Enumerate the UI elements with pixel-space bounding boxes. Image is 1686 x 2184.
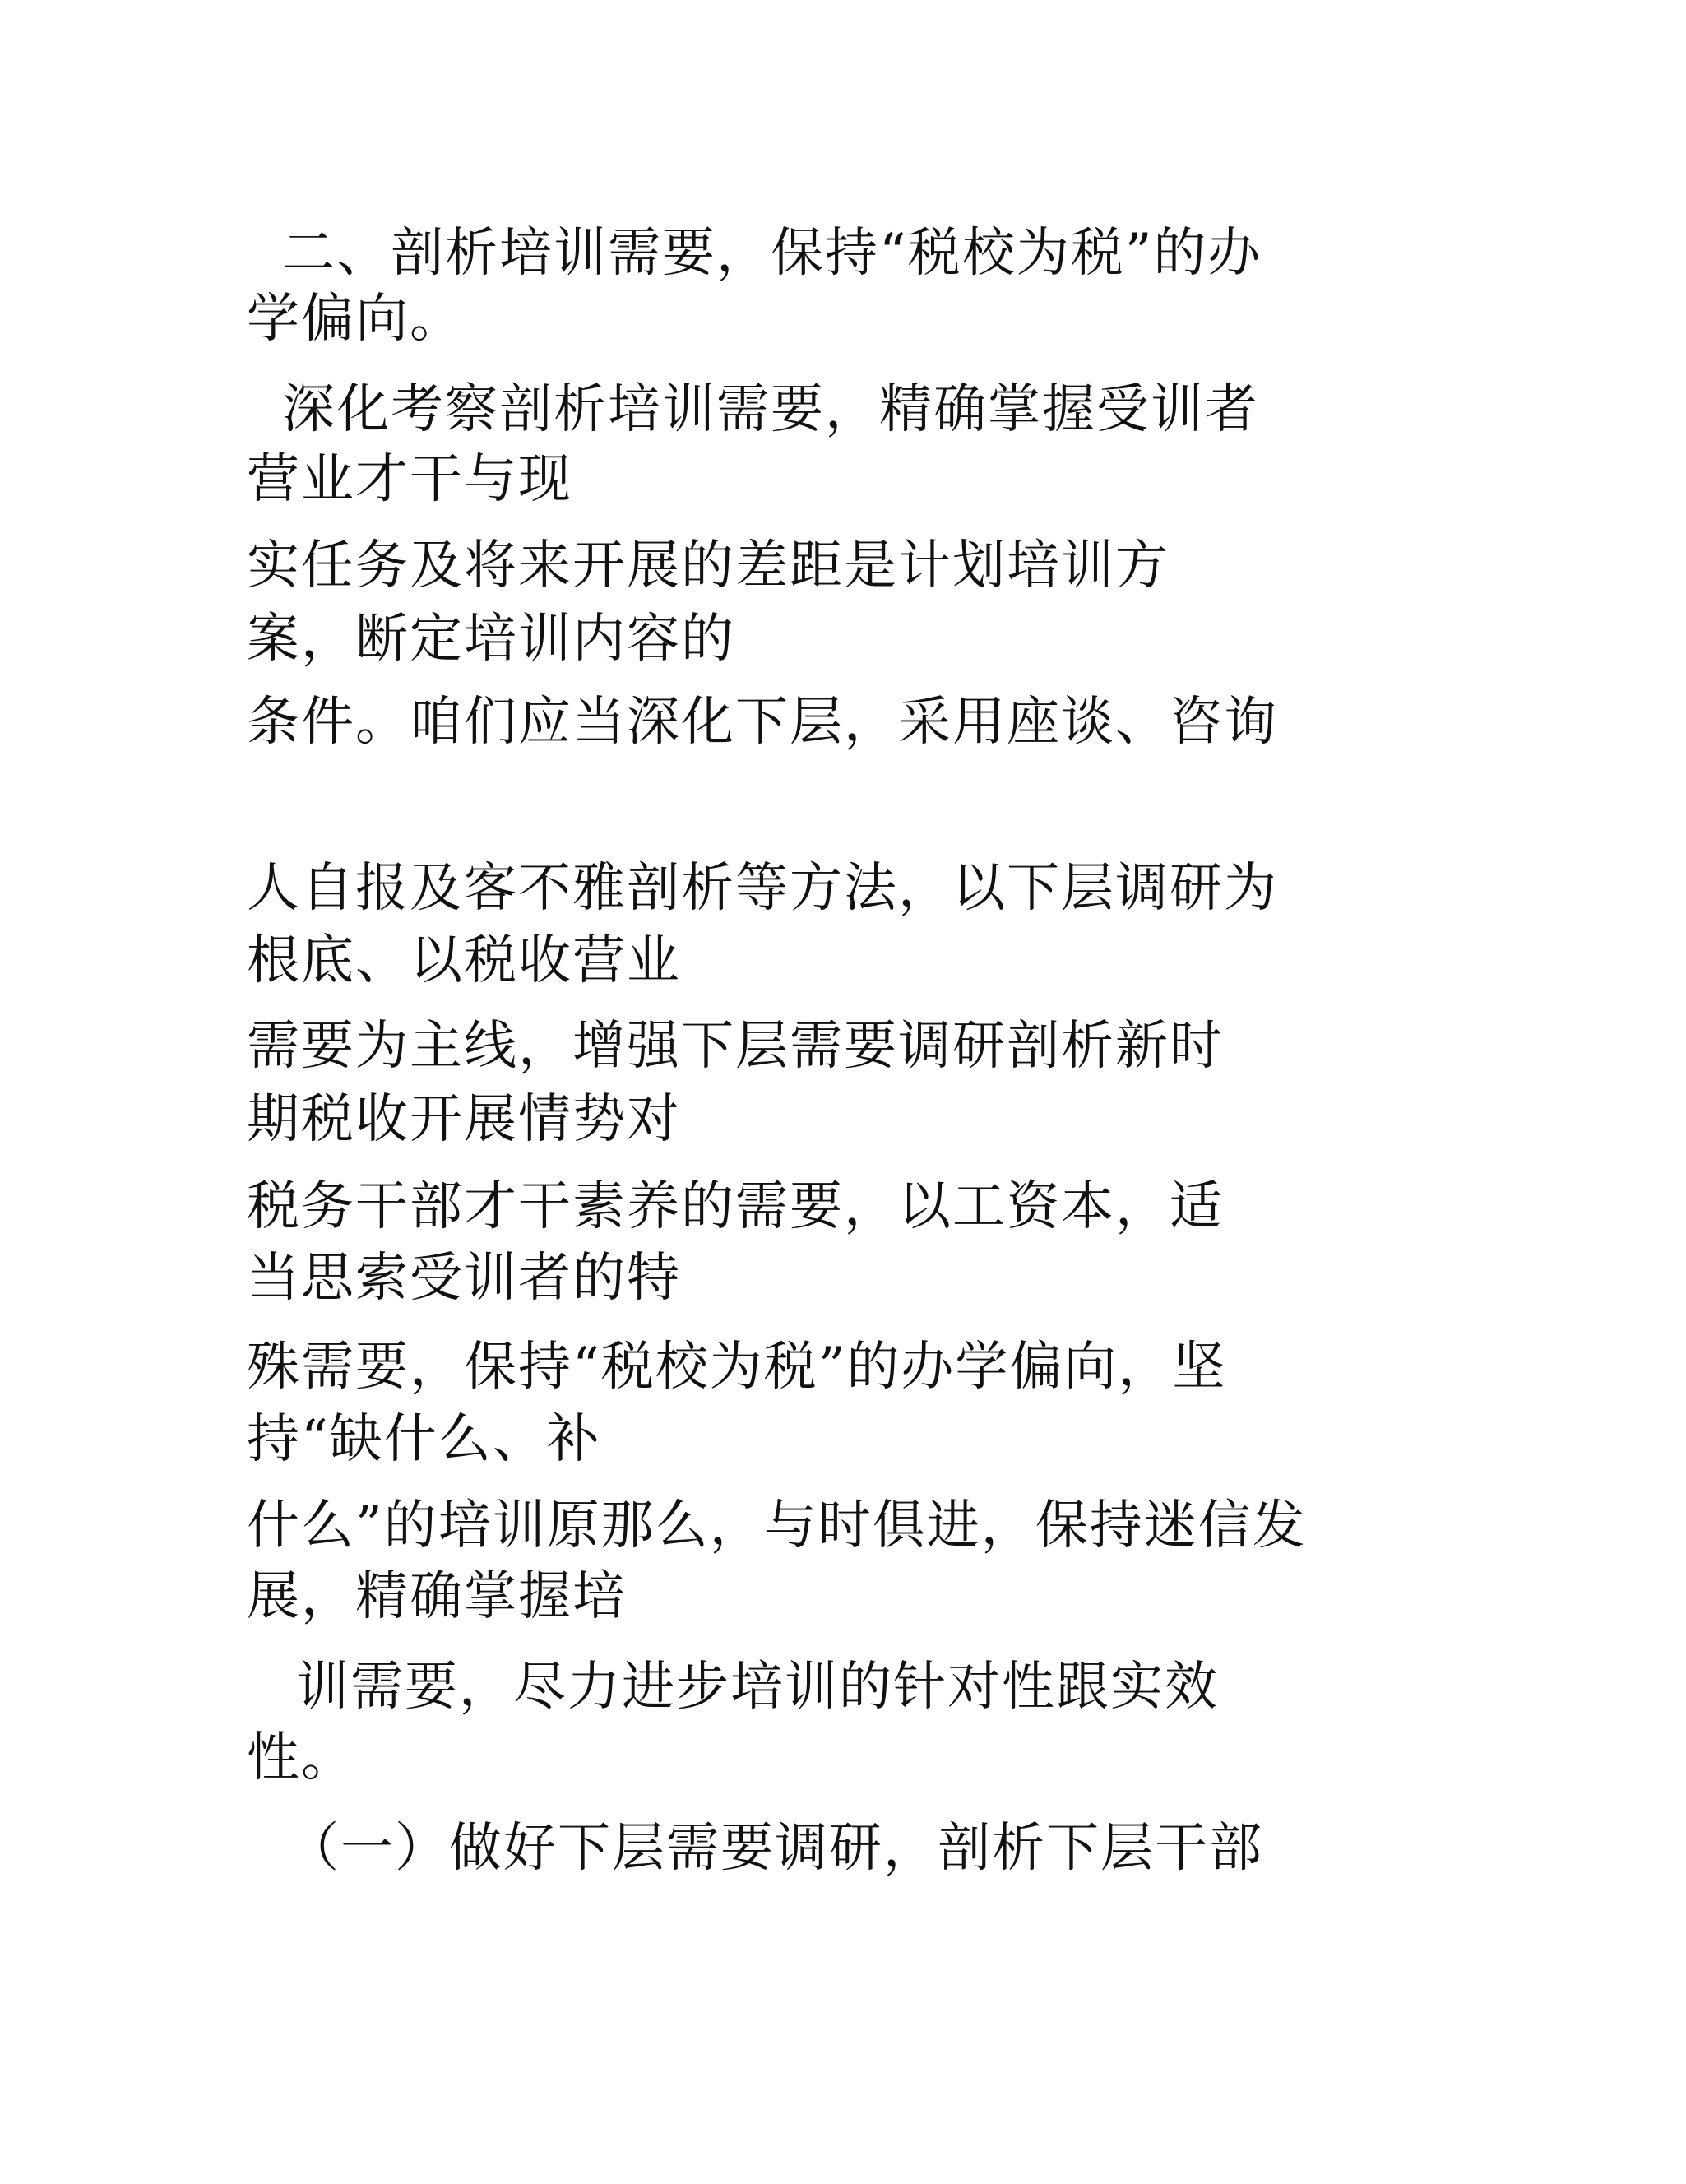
- paragraph-line-12: 殊需要，保持“税校为税”的办学偏向，坚: [247, 1337, 1227, 1398]
- paragraph-line-7: 根底、以税收营业: [247, 930, 681, 991]
- paragraph-line-11: 当思索受训者的特: [247, 1248, 681, 1309]
- section-heading-line-2: 学偏向。: [247, 289, 464, 350]
- paragraph-line-8: 需要为主线，增强下层需要调研剖析新时: [247, 1016, 1224, 1077]
- section-heading-line-1: 二、剖析培训需要，保持“税校为税”的办: [282, 223, 1262, 284]
- paragraph-line-15: 展，精确掌握培: [247, 1566, 627, 1627]
- paragraph-line-13: 持“缺什么、补: [247, 1409, 601, 1470]
- paragraph-line-5: 条件。咱们应当深化下层，采用座谈、咨询: [247, 692, 1278, 753]
- paragraph-line-6: 人自报及客不雅剖析等方法，以下层调研为: [247, 858, 1278, 919]
- paragraph-line-1: 深化考察剖析培训需要，精确掌握受训者: [282, 379, 1259, 440]
- paragraph-line-2: 营业才干与现: [247, 449, 572, 510]
- paragraph-line-4: 案，断定培训内容的: [247, 609, 735, 670]
- paragraph-line-16: 训需要，尽力进步培训的针对性跟实效: [296, 1657, 1219, 1718]
- paragraph-line-3: 实任务及将来开展的差距是计划培训方: [247, 536, 1170, 596]
- paragraph-line-10: 税务干部才干素养的需要，以工资本，适: [247, 1176, 1224, 1237]
- subsection-heading-line: （一）做好下层需要调研，剖析下层干部: [286, 1818, 1263, 1879]
- paragraph-line-17: 性。: [247, 1727, 355, 1788]
- paragraph-line-14: 什么”的培训原那么，与时俱进，保持迷信发: [247, 1495, 1307, 1556]
- paragraph-line-9: 期税收开展情势对: [247, 1089, 681, 1150]
